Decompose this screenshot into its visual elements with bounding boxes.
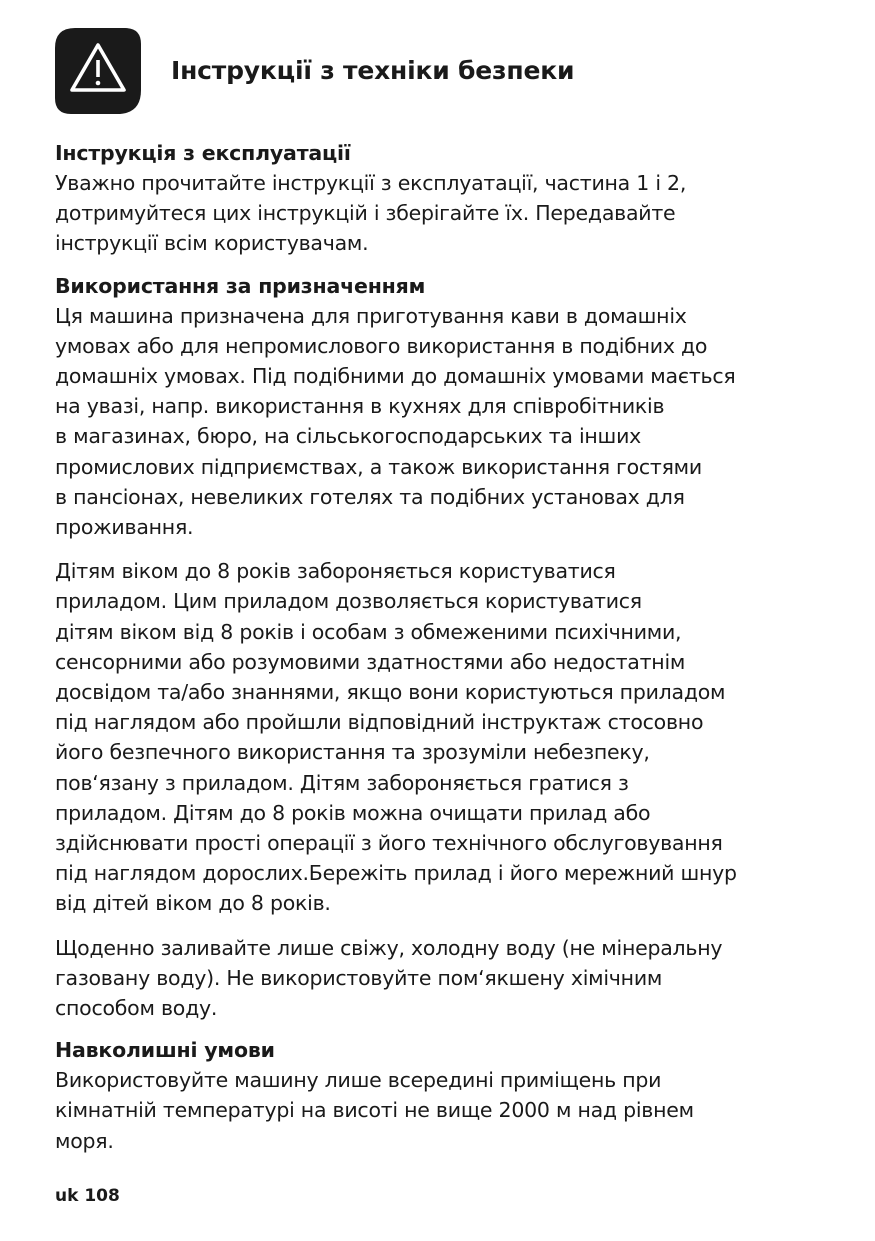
text-line: в магазинах, бюро, на сільськогосподарських та інших [55, 424, 642, 449]
text-line: в пансіонах, невеликих готелях та подібних установах для [55, 484, 685, 509]
text-line: на увазі, напр. використання в кухнях для співробітників [55, 394, 665, 419]
document-body [55, 138, 830, 1156]
text-line: домашніх умовах. Під подібними до домашніх умовами мається [55, 364, 736, 389]
text-line: промислових підприємствах, а також використання гостями [55, 454, 702, 479]
text-line: Щоденно заливайте лише свіжу, холодну воду (не мінеральну [55, 935, 723, 960]
paragraph [55, 556, 830, 918]
paragraph [55, 301, 830, 543]
paragraph [55, 1065, 830, 1156]
text-line: газовану воду). Не використовуйте пом‘якшену хімічним [55, 965, 663, 990]
page-header [55, 28, 835, 114]
text-line: Уважно прочитайте інструкції з експлуатації, частина 1 і 2, [55, 171, 687, 195]
text-line: Дітям віком до 8 років забороняється користуватися [55, 559, 616, 584]
section-title-intended-use: Використання за призначенням [55, 273, 426, 298]
text-line: його безпечного використання та зрозуміли небезпеку, [55, 740, 650, 765]
text-line: досвідом та/або знаннями, якщо вони користуються приладом [55, 680, 726, 705]
text-line: від дітей віком до 8 років. [55, 891, 331, 916]
section-title-operating-instructions: Інструкція з експлуатації [55, 141, 351, 165]
text-line: під наглядом дорослих.Бережіть прилад і його мережний шнур [55, 861, 737, 886]
section-title-environment: Навколишні умови [55, 1038, 275, 1063]
text-line: дотримуйтеся цих інструкцій і зберігайте їх. Передавайте [55, 201, 676, 226]
paragraph [55, 168, 830, 259]
text-line: умовах або для непромислового використання в подібних до [55, 333, 708, 358]
text-line: способом воду. [55, 996, 218, 1021]
text-line: інструкції всім користувачам. [55, 231, 369, 256]
text-line: приладом. Дітям до 8 років можна очищати прилад або [55, 800, 651, 825]
text-line: проживання. [55, 515, 194, 540]
text-line: Використовуйте машину лише всередині приміщень при [55, 1068, 662, 1093]
text-line: сенсорними або розумовими здатностями або недостатнім [55, 649, 686, 674]
text-line: моря. [55, 1128, 114, 1153]
text-line: під наглядом або пройшли відповідний інструктаж стосовно [55, 710, 704, 735]
text-line: здійснювати прості операції з його технічного обслуговування [55, 831, 723, 856]
paragraph [55, 933, 830, 1024]
page-number: uk 108 [55, 1186, 120, 1206]
text-line: кімнатній температурі на висоті не вище 2000 м над рівнем [55, 1098, 694, 1123]
text-line: дітям віком від 8 років і особам з обмеженими психічними, [55, 619, 682, 644]
text-line: приладом. Цим приладом дозволяється користуватися [55, 589, 642, 614]
text-line: пов‘язану з приладом. Дітям забороняється гратися з [55, 770, 629, 795]
warning-triangle-icon [55, 28, 141, 114]
text-line: Ця машина призначена для приготування кави в домашніх [55, 303, 687, 328]
page-title: Інструкції з техніки безпеки [171, 56, 575, 85]
